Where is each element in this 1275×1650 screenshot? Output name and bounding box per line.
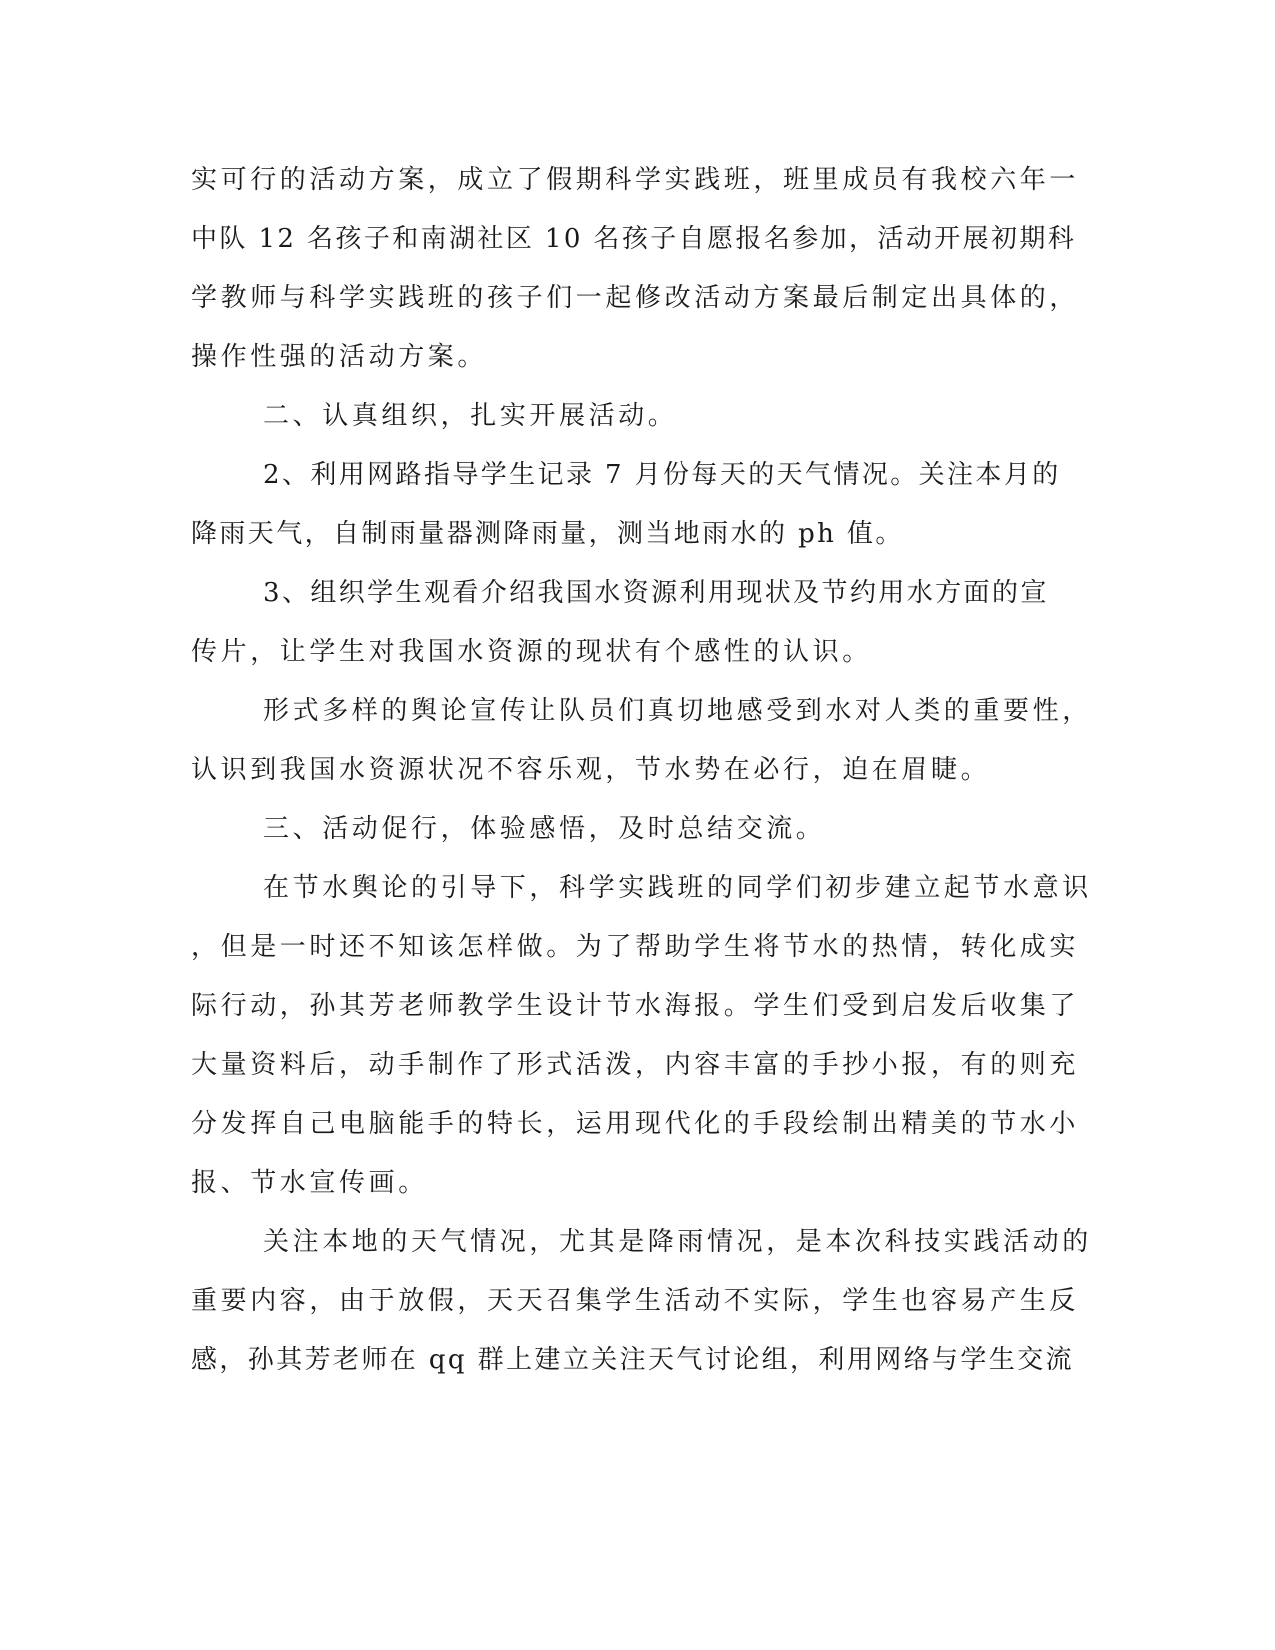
body-text-line: 认识到我国水资源状况不容乐观，节水势在必行，迫在眉睫。 [191,755,991,785]
body-text-line: 重要内容，由于放假，天天召集学生活动不实际，学生也容易产生反 [191,1286,1080,1316]
body-text-line: 实可行的活动方案，成立了假期科学实践班，班里成员有我校六年一 [191,165,1080,195]
body-text-line: 关注本地的天气情况，尤其是降雨情况，是本次科技实践活动的 [263,1227,1092,1257]
body-text-line: 感，孙其芳老师在 qq 群上建立关注天气讨论组，利用网络与学生交流 [191,1345,1075,1375]
body-text-line: 报、节水宣传画。 [191,1168,428,1198]
body-text-line: 在节水舆论的引导下，科学实践班的同学们初步建立起节水意识 [263,873,1092,903]
section-heading: 二、认真组织，扎实开展活动。 [263,401,678,431]
body-text-line: 操作性强的活动方案。 [191,342,488,372]
body-text-line: ，但是一时还不知该怎样做。为了帮助学生将节水的热情，转化成实 [191,932,1080,962]
body-text-line: 际行动，孙其芳老师教学生设计节水海报。学生们受到启发后收集了 [191,991,1080,1021]
body-text-line: 传片，让学生对我国水资源的现状有个感性的认识。 [191,637,872,667]
body-text-line: 形式多样的舆论宣传让队员们真切地感受到水对人类的重要性， [263,696,1092,726]
section-heading: 三、活动促行，体验感悟，及时总结交流。 [263,814,826,844]
body-text-line: 降雨天气，自制雨量器测降雨量，测当地雨水的 ph 值。 [191,519,904,549]
body-text-line: 分发挥自己电脑能手的特长，运用现代化的手段绘制出精美的节水小 [191,1109,1080,1139]
body-text-line: 3、组织学生观看介绍我国水资源利用现状及节约用水方面的宣 [263,578,1049,608]
body-text-line: 中队 12 名孩子和南湖社区 10 名孩子自愿报名参加，活动开展初期科 [191,224,1077,254]
body-text-line: 2、利用网路指导学生记录 7 月份每天的天气情况。关注本月的 [263,460,1061,490]
body-text-line: 学教师与科学实践班的孩子们一起修改活动方案最后制定出具体的， [191,283,1080,313]
body-text-line: 大量资料后，动手制作了形式活泼，内容丰富的手抄小报，有的则充 [191,1050,1080,1080]
